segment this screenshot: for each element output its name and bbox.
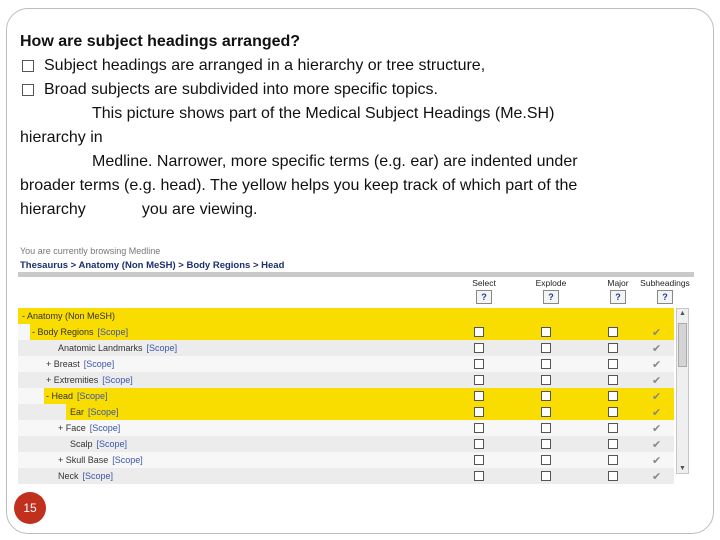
tree-term[interactable] — [58, 452, 143, 468]
tree-term[interactable] — [46, 356, 114, 372]
explode-checkbox[interactable] — [541, 327, 551, 337]
select-checkbox[interactable] — [474, 407, 484, 417]
select-checkbox[interactable] — [474, 327, 484, 337]
term-label[interactable]: Anatomic Landmarks — [58, 343, 143, 353]
tree-term[interactable] — [22, 308, 115, 324]
scrollbar[interactable] — [676, 308, 689, 474]
select-checkbox[interactable] — [474, 423, 484, 433]
major-checkbox[interactable] — [608, 391, 618, 401]
tree-row — [18, 340, 674, 356]
major-checkbox[interactable] — [608, 439, 618, 449]
select-help-button[interactable]: ? — [476, 290, 492, 304]
tree-term[interactable] — [70, 404, 119, 420]
major-checkbox[interactable] — [608, 327, 618, 337]
mesh-screenshot — [18, 244, 694, 483]
subheadings-checkmark-icon[interactable]: ✔ — [652, 359, 662, 371]
breadcrumb[interactable]: Thesaurus > Anatomy (Non MeSH) > Body Regions > Head — [20, 260, 285, 271]
scope-link[interactable]: [Scope] — [96, 439, 128, 449]
para-line: This picture shows part of the Medical Subject Headings (Me.SH) — [92, 105, 555, 122]
bullet-item — [20, 54, 700, 78]
slide-text — [20, 30, 700, 222]
major-checkbox[interactable] — [608, 471, 618, 481]
column-header-major: Major — [607, 278, 629, 288]
scope-link[interactable]: [Scope] — [146, 343, 178, 353]
subheadings-checkmark-icon[interactable]: ✔ — [652, 455, 662, 467]
bullet-box-icon — [22, 60, 34, 72]
scope-link[interactable]: [Scope] — [89, 423, 121, 433]
major-checkbox[interactable] — [608, 375, 618, 385]
term-label[interactable]: + Extremities — [46, 375, 99, 385]
tree-row — [18, 324, 674, 340]
para-line: hierarchy in — [20, 129, 103, 146]
row-highlight — [18, 308, 674, 324]
subheadings-checkmark-icon[interactable]: ✔ — [652, 391, 662, 403]
select-checkbox[interactable] — [474, 375, 484, 385]
major-help-button[interactable]: ? — [610, 290, 626, 304]
explode-checkbox[interactable] — [541, 343, 551, 353]
tree-term[interactable] — [46, 388, 108, 404]
term-label[interactable]: Ear — [70, 407, 85, 417]
major-checkbox[interactable] — [608, 359, 618, 369]
term-label[interactable]: - Head — [46, 391, 74, 401]
tree-row — [18, 372, 674, 388]
tree-term[interactable] — [70, 436, 127, 452]
subheadings-checkmark-icon[interactable]: ✔ — [652, 343, 662, 355]
term-label[interactable]: + Skull Base — [58, 455, 109, 465]
row-highlight — [44, 388, 674, 404]
tree-row — [18, 420, 674, 436]
column-header-subheadings: Subheadings — [640, 278, 690, 288]
subheadings-checkmark-icon[interactable]: ✔ — [652, 407, 662, 419]
select-checkbox[interactable] — [474, 471, 484, 481]
major-checkbox[interactable] — [608, 423, 618, 433]
explode-checkbox[interactable] — [541, 455, 551, 465]
subheadings-checkmark-icon[interactable]: ✔ — [652, 471, 662, 483]
term-label[interactable]: + Breast — [46, 359, 80, 369]
para-line: broader terms (e.g. head). The yellow helps you keep track of which part of the — [20, 177, 578, 194]
scope-link[interactable]: [Scope] — [77, 391, 108, 401]
column-header-select: Select — [472, 278, 496, 288]
para-line — [20, 198, 700, 222]
row-highlight — [66, 404, 674, 420]
scroll-up-icon[interactable]: ▲ — [679, 310, 686, 317]
major-checkbox[interactable] — [608, 343, 618, 353]
browse-context: You are currently browsing Medline — [20, 246, 161, 256]
scope-link[interactable]: [Scope] — [83, 359, 115, 369]
subheadings-checkmark-icon[interactable]: ✔ — [652, 439, 662, 451]
header-bar — [18, 272, 694, 277]
select-checkbox[interactable] — [474, 359, 484, 369]
column-header-explode: Explode — [535, 278, 567, 288]
select-checkbox[interactable] — [474, 391, 484, 401]
subheadings-checkmark-icon[interactable]: ✔ — [652, 375, 662, 387]
para-text: you are viewing. — [141, 201, 258, 218]
term-label[interactable]: + Face — [58, 423, 86, 433]
tree-row — [18, 388, 674, 404]
para-text: hierarchy — [20, 201, 86, 218]
explode-checkbox[interactable] — [541, 471, 551, 481]
scope-link[interactable]: [Scope] — [82, 471, 114, 481]
para-line: Medline. Narrower, more specific terms (e.g. ear) are indented under — [92, 153, 578, 170]
explode-help-button[interactable]: ? — [543, 290, 559, 304]
select-checkbox[interactable] — [474, 343, 484, 353]
scope-link[interactable]: [Scope] — [88, 407, 119, 417]
slide-heading: How are subject headings arranged? — [20, 33, 301, 50]
explode-checkbox[interactable] — [541, 391, 551, 401]
scroll-down-icon[interactable]: ▼ — [679, 465, 686, 472]
tree-term[interactable] — [58, 468, 113, 484]
bullet-item — [20, 78, 700, 102]
tree-row — [18, 452, 674, 468]
subheadings-help-button[interactable]: ? — [657, 290, 673, 304]
subheadings-checkmark-icon[interactable]: ✔ — [652, 327, 662, 339]
bullet-text: Broad subjects are subdivided into more specific topics. — [44, 81, 438, 98]
scroll-thumb[interactable] — [678, 323, 687, 367]
tree-row — [18, 436, 674, 452]
scope-link[interactable]: [Scope] — [112, 455, 143, 465]
tree-row — [18, 308, 674, 324]
explode-checkbox[interactable] — [541, 439, 551, 449]
explode-checkbox[interactable] — [541, 423, 551, 433]
major-checkbox[interactable] — [608, 455, 618, 465]
tree-term[interactable] — [58, 340, 177, 356]
explode-checkbox[interactable] — [541, 375, 551, 385]
tree-term[interactable] — [46, 372, 133, 388]
term-label[interactable]: - Anatomy (Non MeSH) — [22, 311, 116, 321]
mesh-tree — [18, 308, 674, 484]
tree-row — [18, 356, 674, 372]
scope-link[interactable]: [Scope] — [102, 375, 133, 385]
scope-link[interactable]: [Scope] — [97, 327, 129, 337]
tree-term[interactable] — [58, 420, 120, 436]
select-checkbox[interactable] — [474, 439, 484, 449]
bullet-text: Subject headings are arranged in a hierarchy or tree structure, — [44, 57, 486, 74]
bullet-box-icon — [22, 84, 34, 96]
term-label[interactable]: - Body Regions — [32, 327, 94, 337]
term-label[interactable]: Neck — [58, 471, 79, 481]
term-label[interactable]: Scalp — [70, 439, 93, 449]
tree-row — [18, 404, 674, 420]
explode-checkbox[interactable] — [541, 407, 551, 417]
select-checkbox[interactable] — [474, 455, 484, 465]
page-number: 15 — [14, 492, 46, 524]
tree-row — [18, 468, 674, 484]
major-checkbox[interactable] — [608, 407, 618, 417]
tree-term[interactable] — [32, 324, 128, 340]
subheadings-checkmark-icon[interactable]: ✔ — [652, 423, 662, 435]
explode-checkbox[interactable] — [541, 359, 551, 369]
